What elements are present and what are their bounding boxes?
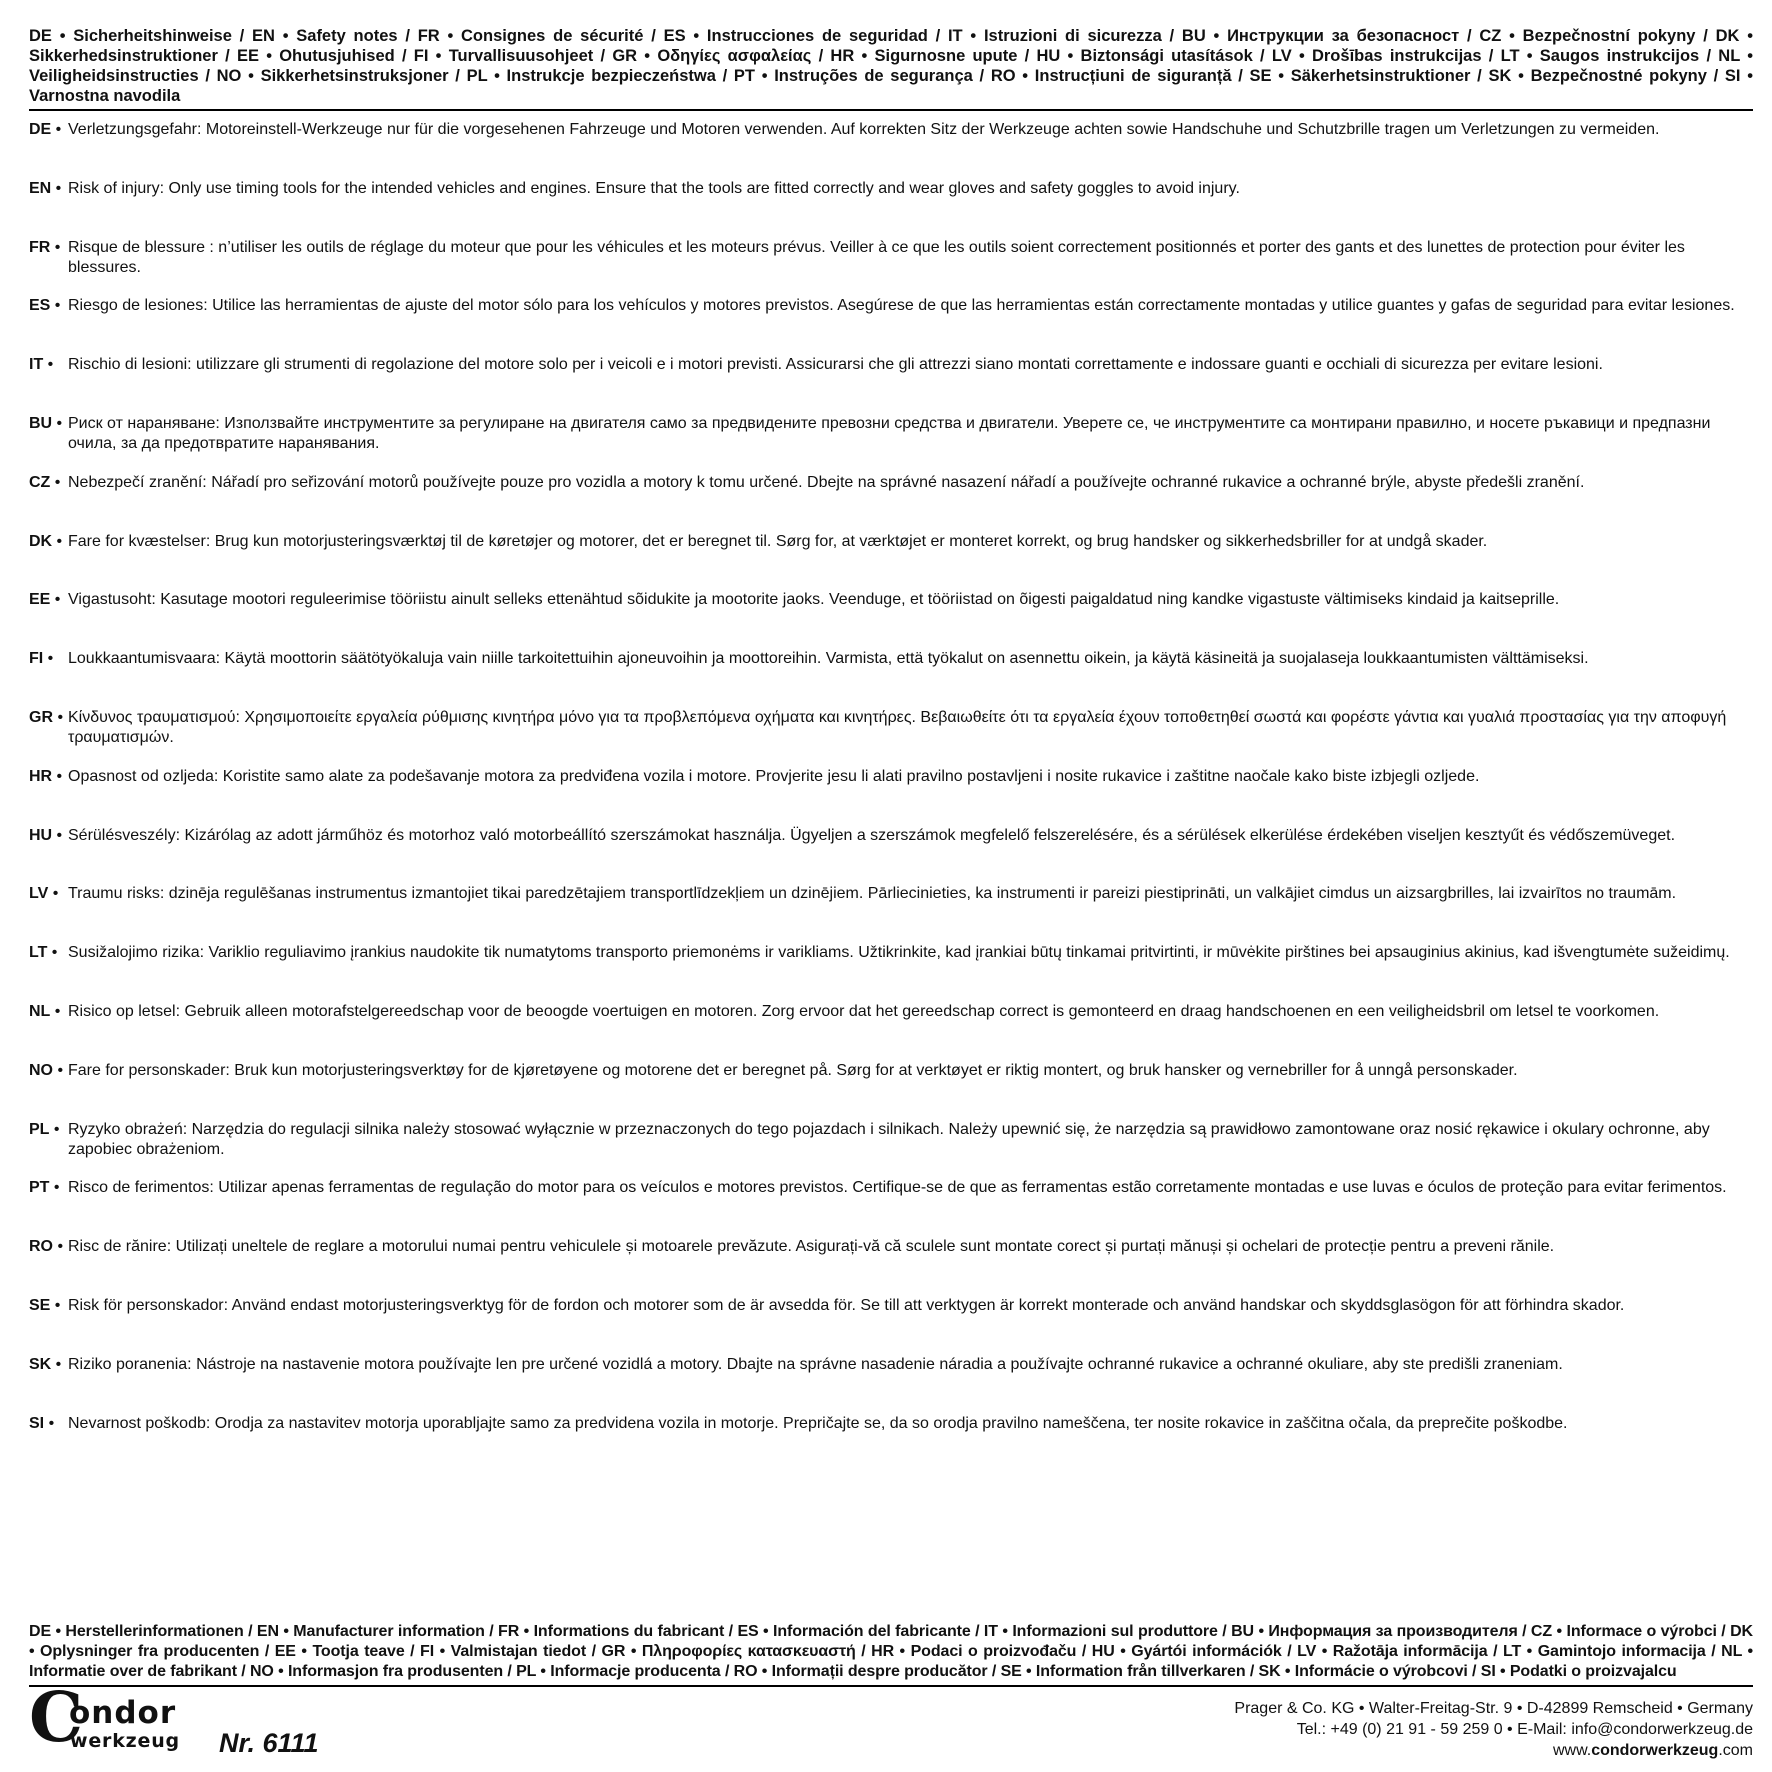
language-code-label: BU	[29, 415, 53, 432]
safety-note-no	[29, 1061, 1753, 1081]
safety-note-text: Ryzyko obrażeń: Narzędzia do regulacji silnika należy stosować wyłącznie w przeznaczonych do tego pojazdach i silnikach. Należy upewnić się, że narzędzia są prawidłowo zamontowane oraz nosić rękawice i okulary ochronne, aby zapobiec obrażeniom.	[68, 1120, 1710, 1158]
safety-note-text: Κίνδυνος τραυματισμού: Χρησιμοποιείτε εργαλεία ρύθμισης κινητήρα μόνο για τα προβλεπόμενα οχήματα και κινητήρες. Βεβαιωθείτε ότι τα εργαλεία έχουν τοποθετηθεί σωστά και φορέστε γάντια και γυαλιά προστασίας για την αποφυγή τραυματισμών.	[68, 709, 1727, 746]
language-code: FR •	[29, 238, 61, 256]
safety-note-pl	[29, 1120, 1753, 1160]
safety-note-ro	[29, 1237, 1753, 1257]
logo-subtitle: werkzeug	[70, 1730, 180, 1752]
safety-note-text: Nebezpečí zranění: Nářadí pro seřizování motorů používejte pouze pro vozidla a motory k tomu určené. Dbejte na správné nasazení nářadí a používejte ochranné rukavice a ochranné brýle, abyste předešli zranění.	[68, 473, 1585, 491]
condor-logo	[29, 1678, 199, 1760]
safety-note-text: Риск от нараняване: Използвайте инструментите за регулиране на двигателя само за предвидените превозни средства и двигатели. Уверете се, че инструментите са монтирани правилно, и носете ръкавици и предпазни очила, за да предотвратите наранявания.	[68, 415, 1711, 452]
safety-note-hr	[29, 767, 1753, 787]
safety-note-text: Fare for kvæstelser: Brug kun motorjusteringsværktøj til de køretøjer og motorer, det er beregnet til. Sørg for, at værktøjet er monteret korrekt, og brug handsker og sikkerhedsbriller for at undgå skader.	[68, 532, 1488, 550]
language-code: ES •	[29, 297, 61, 315]
language-code: FI •	[29, 650, 54, 668]
safety-note-it	[29, 355, 1753, 375]
language-code: HU •	[29, 826, 63, 844]
safety-note-text: Rischio di lesioni: utilizzare gli strumenti di regolazione del motore solo per i veicoli e i motori previsti. Assicurarsi che gli attrezzi siano montati correttamente e indossare guanti e occhiali di sicurezza per evitare lesioni.	[68, 356, 1603, 374]
language-code: RO •	[29, 1238, 64, 1256]
language-code-label: RO	[29, 1238, 53, 1256]
safety-note-gr	[29, 708, 1753, 748]
safety-note-lt	[29, 943, 1753, 963]
language-code-label: PL	[29, 1120, 50, 1138]
safety-note-text: Risc de rănire: Utilizați uneltele de reglare a motorului numai pentru vehiculele și motoarele prevăzute. Asigurați-vă că sculele sunt montate corect și purtați mănuși și ochelari de protecție pentru a preveni rănile.	[68, 1238, 1555, 1256]
language-code-label: EN	[29, 179, 52, 197]
language-code-label: FR	[29, 238, 51, 256]
safety-note-si	[29, 1414, 1753, 1434]
safety-note-de	[29, 120, 1753, 140]
language-code-label: FI	[29, 650, 44, 668]
language-code-label: HU	[29, 826, 53, 844]
manufacturer-address	[1234, 1698, 1753, 1761]
safety-note-text: Verletzungsgefahr: Motoreinstell-Werkzeuge nur für die vorgesehenen Fahrzeuge und Motoren verwenden. Auf korrekten Sitz der Werkzeuge achten sowie Handschuhe und Schutzbrille tragen um Verletzungen zu vermeiden.	[68, 121, 1660, 138]
language-code: SK •	[29, 1355, 62, 1373]
language-code-label: PT	[29, 1179, 50, 1197]
language-code: LV •	[29, 885, 59, 903]
language-code: EN •	[29, 179, 62, 197]
safety-note-es	[29, 296, 1753, 316]
safety-notes-heading: DE • Sicherheitshinweise / EN • Safety notes / FR • Consignes de sécurité / ES • Instrucciones de seguridad / IT • Istruzioni di sicurezza / BU • Инструкции за безопасност / CZ • Bezpečnostní pokyny / DK • Sikkerhedsinstruktioner / EE • Ohutusjuhised / FI • Turvallisuusohjeet / GR • Οδηγίες ασφαλείας / HR • Sigurnosne upute / HU • Biztonsági utasítások / LV • Drošības instrukcijas / LT • Saugos instrukcijos / NL • Veiligheidsinstructies / NO • Sikkerhetsinstruksjoner / PL • Instrukcje bezpieczeństwa / PT • Instruções de segurança / RO • Instrucțiuni de siguranță / SE • Säkerhetsinstruktioner / SK • Bezpečnostné pokyny / SI • Varnostna navodila	[29, 26, 1753, 111]
safety-note-text: Susižalojimo rizika: Variklio reguliavimo įrankius naudokite tik numatytoms transporto priemonėms ir varikliams. Užtikrinkite, kad įrankiai būtų tinkamai pritvirtinti, ir mūvėkite pirštines bei apsauginius akinius, kad išvengtumėte sužeidimų.	[68, 944, 1730, 962]
language-code-label: IT	[29, 356, 44, 374]
website-link[interactable]	[1234, 1740, 1753, 1761]
language-code: GR •	[29, 709, 64, 726]
safety-note-cz	[29, 473, 1753, 493]
language-code-label: LV	[29, 885, 49, 903]
language-code: LT •	[29, 944, 58, 962]
safety-note-lv	[29, 884, 1753, 904]
language-code: SI •	[29, 1414, 55, 1432]
safety-note-text: Risk of injury: Only use timing tools for the intended vehicles and engines. Ensure that the tools are fitted correctly and wear gloves and safety goggles to avoid injury.	[68, 179, 1240, 197]
safety-note-en	[29, 179, 1753, 199]
safety-note-text: Traumu risks: dzinēja regulēšanas instrumentus izmantojiet tikai paredzētajiem transportlīdzekļiem un dzinējiem. Pārliecinieties, ka instrumenti ir pareizi piestiprināti, un valkājiet cimdus un aizsargbrilles, lai izvairītos no traumām.	[68, 885, 1677, 903]
safety-note-bu	[29, 414, 1753, 454]
product-number: Nr. 6111	[219, 1728, 319, 1758]
safety-note-pt	[29, 1178, 1753, 1198]
safety-note-text: Risk för personskador: Använd endast motorjusteringsverktyg för de fordon och motorer som de är avsedda för. Se till att verktygen är korrekt monterade och använd handskar och skyddsglasögon för att förhindra skador.	[68, 1297, 1625, 1314]
language-code: IT •	[29, 356, 54, 374]
logo-wordmark: ondor	[69, 1695, 177, 1731]
language-code: NO •	[29, 1061, 64, 1079]
website-prefix: www.	[1552, 1742, 1592, 1759]
language-code-label: LT	[29, 944, 48, 962]
website-suffix: .com	[1718, 1742, 1753, 1759]
safety-note-nl	[29, 1002, 1753, 1022]
language-code: PT •	[29, 1179, 60, 1197]
language-code: SE •	[29, 1297, 61, 1314]
language-code: NL •	[29, 1003, 61, 1020]
language-code-label: ES	[29, 297, 51, 315]
safety-note-text: Nevarnost poškodb: Orodja za nastavitev motorja uporabljajte samo za predvidena vozila in motorje. Prepričajte se, da so orodja pravilno nameščena, ter nosite rokavice in zaščitna očala, da preprečite poškodbe.	[68, 1414, 1568, 1432]
language-code: DE •	[29, 121, 62, 138]
language-code-label: EE	[29, 591, 51, 609]
address-line: Prager & Co. KG • Walter-Freitag-Str. 9 • D-42899 Remscheid • Germany	[1234, 1700, 1753, 1717]
language-code-label: HR	[29, 767, 53, 785]
language-code-label: SI	[29, 1414, 45, 1432]
safety-note-text: Loukkaantumisvaara: Käytä moottorin säätötyökaluja vain niille tarkoitettuihin ajoneuvoihin ja moottoreihin. Varmista, että työkalut on asennettu oikein, ja käytä käsineitä ja suojalaseja loukkaantumisten välttämiseksi.	[68, 650, 1589, 668]
safety-note-text: Opasnost od ozljeda: Koristite samo alate za podešavanje motora za predviđena vozila i motore. Provjerite jesu li alati pravilno postavljeni i nosite rukavice i zaštitne naočale kako biste izbjegli ozljede.	[68, 767, 1480, 785]
footer	[29, 1678, 1753, 1762]
language-code-label: SK	[29, 1355, 52, 1373]
manufacturer-info-heading: DE • Herstellerinformationen / EN • Manufacturer information / FR • Informations du fabricant / ES • Información del fabricante / IT • Informazioni sul produttore / BU • Информация за производителя / CZ • Informace o výrobci / DK • Oplysninger fra producenten / EE • Tootja teave / FI • Valmistajan tiedot / GR • Πληροφορίες κατασκευαστή / HR • Podaci o proizvođaču / HU • Gyártói információk / LV • Ražotāja informācija / LT • Gamintojo informacija / NL • Informatie over de fabrikant / NO • Informasjon fra produsenten / PL • Informacje producenta / RO • Informații despre producător / SE • Information från tillverkaren / SK • Informácie o výrobcovi / SI • Podatki o proizvajalcu	[29, 1622, 1753, 1687]
safety-note-dk	[29, 532, 1753, 552]
logo-letter-c: C	[29, 1678, 84, 1758]
safety-note-text: Sérülésveszély: Kizárólag az adott járműhöz és motorhoz való motorbeállító szerszámokat használja. Ügyeljen a szerszámok megfelelő felszerelésére, és a sérülések elkerülése érdekében viseljen kesztyűt és védőszemüveget.	[68, 826, 1676, 844]
language-code-label: DE	[29, 121, 52, 138]
language-code: CZ •	[29, 473, 61, 491]
website-domain: condorwerkzeug	[1591, 1742, 1719, 1759]
contact-line: Tel.: +49 (0) 21 91 - 59 259 0 • E-Mail: info@condorwerkzeug.de	[1296, 1721, 1753, 1738]
language-code-label: GR	[29, 709, 53, 726]
safety-note-text: Risico op letsel: Gebruik alleen motorafstelgereedschap voor de beoogde voertuigen en motoren. Zorg ervoor dat het gereedschap correct is gemonteerd en draag handschoenen en een veiligheidsbril om letsel te voorkomen.	[68, 1003, 1660, 1020]
language-code-label: DK	[29, 532, 53, 550]
safety-note-text: Riesgo de lesiones: Utilice las herramientas de ajuste del motor sólo para los vehículos y motores previstos. Asegúrese de que las herramientas están correctamente montadas y utilice guantes y gafas de seguridad para evitar lesiones.	[68, 297, 1735, 315]
safety-note-fi	[29, 649, 1753, 669]
language-code-label: CZ	[29, 473, 51, 491]
language-code-label: NO	[29, 1061, 53, 1079]
safety-note-text: Risque de blessure : n’utiliser les outils de réglage du moteur que pour les véhicules et les moteurs prévus. Veiller à ce que les outils soient correctement positionnés et porter des gants et des lunettes de protection pour éviter les blessures.	[68, 238, 1685, 276]
language-code: EE •	[29, 591, 61, 609]
language-code-label: NL	[29, 1003, 51, 1020]
safety-note-text: Fare for personskader: Bruk kun motorjusteringsverktøy for de kjøretøyene og motorene det er beregnet på. Sørg for at verktøyet er riktig montert, og bruk hansker og vernebriller for å unngå personskader.	[68, 1061, 1518, 1079]
language-code-label: SE	[29, 1297, 51, 1314]
language-code: HR •	[29, 767, 63, 785]
safety-note-text: Riziko poranenia: Nástroje na nastavenie motora používajte len pre určené vozidlá a motory. Dbajte na správne nasadenie náradia a používajte ochranné rukavice a ochranné okuliare, aby ste predišli zraneniam.	[68, 1355, 1563, 1373]
language-code: DK •	[29, 532, 63, 550]
safety-note-fr	[29, 238, 1753, 278]
safety-note-se	[29, 1296, 1753, 1316]
language-code: PL •	[29, 1120, 60, 1138]
safety-note-sk	[29, 1355, 1753, 1375]
safety-note-text: Vigastusoht: Kasutage mootori reguleerimise tööriistu ainult selleks ettenähtud sõidukite ja mootorite jaoks. Veenduge, et tööriistad on õigesti paigaldatud ning kandke vigastuste vältimiseks kindaid ja kaitseprille.	[68, 591, 1560, 609]
language-code: BU •	[29, 415, 63, 432]
safety-note-ee	[29, 590, 1753, 610]
safety-note-hu	[29, 826, 1753, 846]
safety-note-text: Risco de ferimentos: Utilizar apenas ferramentas de regulação do motor para os veículos e motores previstos. Certifique-se de que as ferramentas estão corretamente montadas e use luvas e óculos de proteção para evitar ferimentos.	[68, 1179, 1727, 1197]
